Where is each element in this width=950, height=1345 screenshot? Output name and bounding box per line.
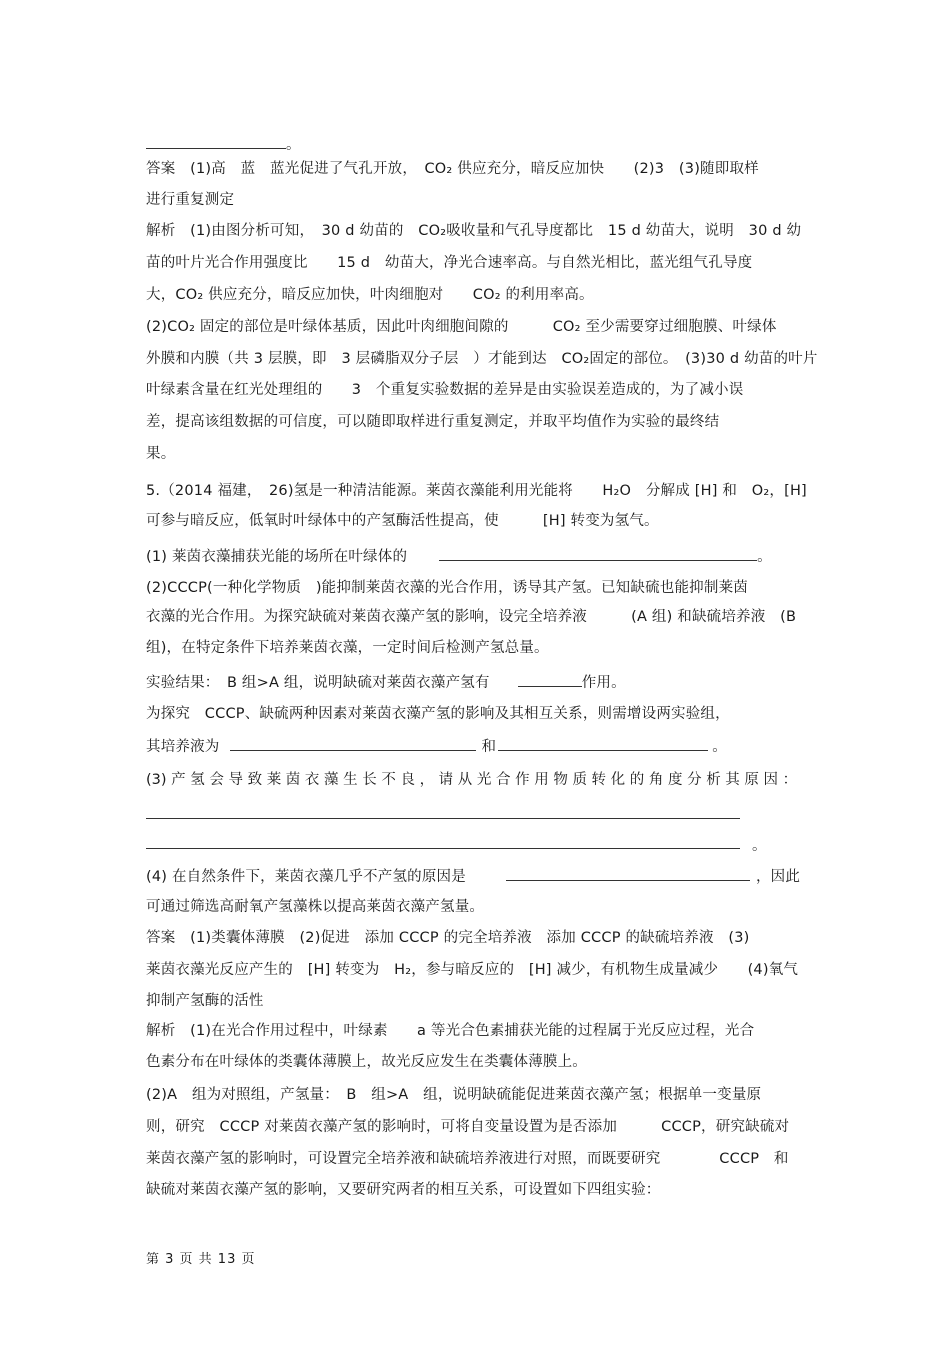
text-line: (2)A 组为对照组，产氢量： B 组>A 组，说明缺硫能促进莱茵衣藻产氢；根据单一变量原 [146,1087,762,1103]
analysis-line: 解析 (1)由图分析可知， 30 d 幼苗的 CO₂吸收量和气孔导度都比 15 d 幼苗大，说明 30 d 幼 [146,223,802,239]
answer-blank [439,546,757,561]
text-line: 可参与暗反应，低氧时叶绿体中的产氢酶活性提高，使 [H] 转变为氢气。 [146,513,659,529]
answer-blank [518,672,582,687]
answer-line: 答案 (1)类囊体薄膜 (2)促进 添加 CCCP 的完全培养液 添加 CCCP 的缺硫培养液 (3) [146,930,750,946]
text-line: 为探究 CCCP、缺硫两种因素对莱茵衣藻产氢的影响及其相互关系，则需增设两实验组， [146,706,730,722]
answer-blank [230,736,476,751]
text-line: 果。 [146,446,176,462]
text-line: 莱茵衣藻产氢的影响时，可设置完全培养液和缺硫培养液进行对照，而既要研究 CCCP 和 [146,1151,789,1167]
text-line: 进行重复测定 [146,192,235,208]
answer-blank [146,848,740,849]
question-line: (3) 产 氢 会 导 致 莱 茵 衣 藻 生 长 不 良 ， 请 从 光 合 作 用 物 质 转 化 的 角 度 分 析 其 原 因 ： [146,772,798,788]
question-line: 实验结果： B 组>A 组，说明缺硫对莱茵衣藻产氢有 作用。 [146,672,811,693]
page-footer: 第 3 页 共 13 页 [146,1252,256,1267]
answer-blank [146,818,740,819]
text-line: 色素分布在叶绿体的类囊体薄膜上，故光反应发生在类囊体薄膜上。 [146,1054,587,1070]
analysis-line: 解析 (1)在光合作用过程中，叶绿素 a 等光合色素捕获光能的过程属于光反应过程，光合 [146,1023,755,1039]
text-line: 莱茵衣藻光反应产生的 [H] 转变为 H₂，参与暗反应的 [H] 减少，有机物生成量减少 (4)氧气 [146,962,799,978]
question-line: 其培养液为 和 。 [146,736,811,757]
question-line: (1) 莱茵衣藻捕获光能的场所在叶绿体的 。 [146,546,811,567]
answer-line: 答案 (1)高 蓝 蓝光促进了气孔开放， CO₂ 供应充分，暗反应加快 (2)3 (3)随即取样 [146,161,759,177]
text-line: 抑制产氢酶的活性 [146,993,264,1009]
text-line: 外膜和内膜（共 3 层膜，即 3 层磷脂双分子层 ）才能到达 CO₂固定的部位。 (3)30 d 幼苗的叶片 [146,351,818,367]
text-line: 可通过筛选高耐氧产氢藻株以提高莱茵衣藻产氢量。 [146,899,485,915]
answer-blank [506,866,750,881]
text-line: 苗的叶片光合作用强度比 15 d 幼苗大，净光合速率高。与自然光相比，蓝光组气孔导度 [146,255,753,271]
text-line: 。 [146,134,811,155]
text-line: 。 [752,838,767,854]
question-5-line: 5.（2014 福建， 26)氢是一种清洁能源。莱茵衣藻能利用光能将 H₂O 分解成 [H] 和 O₂，[H] [146,483,807,499]
text-line: 叶绿素含量在红光处理组的 3 个重复实验数据的差异是由实验误差造成的，为了减小误 [146,382,744,398]
text-line: 则，研究 CCCP 对莱茵衣藻产氢的影响时，可将自变量设置为是否添加 CCCP，研究缺硫对 [146,1119,790,1135]
text-line: 缺硫对莱茵衣藻产氢的影响，又要研究两者的相互关系，可设置如下四组实验： [146,1182,661,1198]
text-line: (2)CCCP(一种化学物质 )能抑制莱茵衣藻的光合作用，诱导其产氢。已知缺硫也能抑制莱茵 [146,580,748,596]
text-line: (2)CO₂ 固定的部位是叶绿体基质，因此叶肉细胞间隙的 CO₂ 至少需要穿过细胞膜、叶绿体 [146,319,777,335]
text-line: 衣藻的光合作用。为探究缺硫对莱茵衣藻产氢的影响，设完全培养液 (A 组) 和缺硫培养液 (B [146,609,797,625]
text-line: 差，提高该组数据的可信度，可以随即取样进行重复测定，并取平均值作为实验的最终结 [146,414,720,430]
text-line: 大，CO₂ 供应充分，暗反应加快，叶肉细胞对 CO₂ 的利用率高。 [146,287,594,303]
text-line: 组)，在特定条件下培养莱茵衣藻，一定时间后检测产氢总量。 [146,640,549,656]
question-line: (4) 在自然条件下，莱茵衣藻几乎不产氢的原因是 ，因此 [146,866,811,887]
answer-blank [146,134,286,149]
answer-blank [498,736,708,751]
